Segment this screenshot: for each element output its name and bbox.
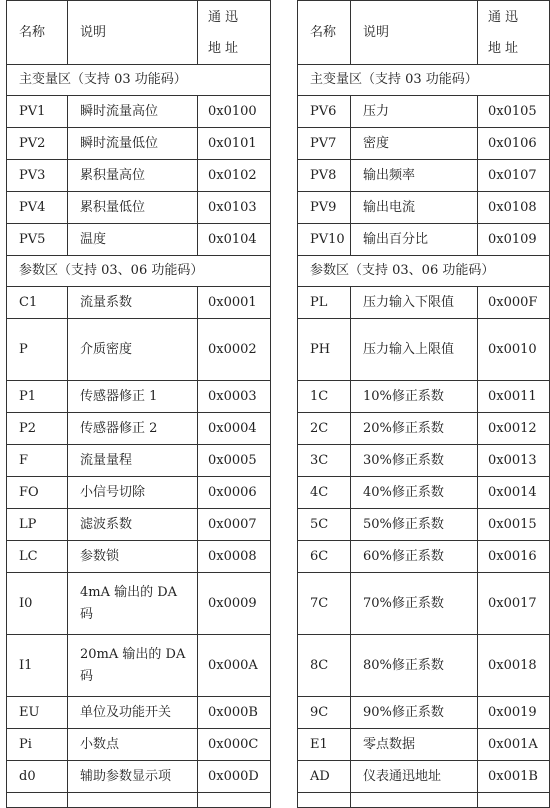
cell-name: PV8 <box>298 160 351 192</box>
cell-name: PV9 <box>298 192 351 224</box>
cell-name: LP <box>7 509 68 541</box>
cell-name: EU <box>7 697 68 729</box>
cell-desc: 传感器修正 2 <box>68 413 198 445</box>
cell-addr: 0x0106 <box>478 128 550 160</box>
cell-addr: 0x0002 <box>198 319 271 381</box>
table-row-partial <box>7 793 271 808</box>
cell-addr: 0x0006 <box>198 477 271 509</box>
cell-desc: 单位及功能开关 <box>68 697 198 729</box>
cell-name: LC <box>7 541 68 573</box>
header-desc: 说明 <box>351 1 478 65</box>
table-row <box>298 413 550 445</box>
cell-name: PV1 <box>7 96 68 128</box>
cell-desc: 4mA 输出的 DA 码 <box>68 573 198 635</box>
cell-name: PV4 <box>7 192 68 224</box>
table-row <box>7 635 271 697</box>
cell-desc: 累积量高位 <box>68 160 198 192</box>
cell-name: 1C <box>298 381 351 413</box>
cell-desc: 压力 <box>351 96 478 128</box>
cell-addr: 0x0001 <box>198 287 271 319</box>
cell-name: PV3 <box>7 160 68 192</box>
table-row <box>298 96 550 128</box>
cell-name: d0 <box>7 761 68 793</box>
cell-desc: 30%修正系数 <box>351 445 478 477</box>
cell-name: PH <box>298 319 351 381</box>
table-row <box>298 192 550 224</box>
table-row <box>298 697 550 729</box>
table-row <box>7 224 271 256</box>
cell-name: E1 <box>298 729 351 761</box>
cell-name: 8C <box>298 635 351 697</box>
cell-desc: 累积量低位 <box>68 192 198 224</box>
cell-addr: 0x0013 <box>478 445 550 477</box>
cell-addr: 0x0101 <box>198 128 271 160</box>
cell-addr: 0x0100 <box>198 96 271 128</box>
table-row <box>7 697 271 729</box>
table-row <box>298 573 550 635</box>
cell-empty <box>7 793 68 808</box>
cell-name: PV10 <box>298 224 351 256</box>
cell-desc: 20mA 输出的 DA 码 <box>68 635 198 697</box>
cell-desc: 参数锁 <box>68 541 198 573</box>
header-name: 名称 <box>298 1 351 65</box>
cell-desc: 温度 <box>68 224 198 256</box>
cell-desc: 传感器修正 1 <box>68 381 198 413</box>
cell-name: PL <box>298 287 351 319</box>
cell-desc: 10%修正系数 <box>351 381 478 413</box>
right-register-table <box>297 0 550 808</box>
cell-addr: 0x0009 <box>198 573 271 635</box>
cell-addr: 0x0017 <box>478 573 550 635</box>
cell-addr: 0x0105 <box>478 96 550 128</box>
cell-addr: 0x0109 <box>478 224 550 256</box>
cell-name: 3C <box>298 445 351 477</box>
cell-desc: 80%修正系数 <box>351 635 478 697</box>
cell-name: P <box>7 319 68 381</box>
cell-addr: 0x0108 <box>478 192 550 224</box>
section-row <box>298 65 550 96</box>
header-row <box>298 1 550 65</box>
table-row <box>298 287 550 319</box>
cell-name: PV5 <box>7 224 68 256</box>
cell-addr: 0x0102 <box>198 160 271 192</box>
cell-desc: 密度 <box>351 128 478 160</box>
cell-addr: 0x0011 <box>478 381 550 413</box>
table-row <box>7 287 271 319</box>
cell-desc: 输出百分比 <box>351 224 478 256</box>
table-row <box>298 761 550 793</box>
table-row <box>7 573 271 635</box>
cell-addr: 0x0107 <box>478 160 550 192</box>
cell-desc: 辅助参数显示项 <box>68 761 198 793</box>
table-row <box>7 319 271 381</box>
cell-addr: 0x0012 <box>478 413 550 445</box>
table-row <box>298 381 550 413</box>
cell-name: 6C <box>298 541 351 573</box>
table-row <box>298 541 550 573</box>
table-row <box>7 160 271 192</box>
cell-addr: 0x000B <box>198 697 271 729</box>
cell-desc: 瞬时流量低位 <box>68 128 198 160</box>
cell-desc: 输出频率 <box>351 160 478 192</box>
table-row <box>298 319 550 381</box>
cell-name: AD <box>298 761 351 793</box>
table-row <box>7 477 271 509</box>
cell-addr: 0x000A <box>198 635 271 697</box>
cell-name: F <box>7 445 68 477</box>
cell-addr: 0x0104 <box>198 224 271 256</box>
cell-addr: 0x000F <box>478 287 550 319</box>
header-name: 名称 <box>7 1 68 65</box>
cell-name: 4C <box>298 477 351 509</box>
cell-name: I1 <box>7 635 68 697</box>
cell-addr: 0x0016 <box>478 541 550 573</box>
cell-addr: 0x001A <box>478 729 550 761</box>
cell-name: P2 <box>7 413 68 445</box>
table-row <box>7 445 271 477</box>
cell-desc: 40%修正系数 <box>351 477 478 509</box>
cell-addr: 0x0007 <box>198 509 271 541</box>
cell-desc: 流量系数 <box>68 287 198 319</box>
cell-empty <box>198 793 271 808</box>
cell-name: P1 <box>7 381 68 413</box>
cell-desc: 50%修正系数 <box>351 509 478 541</box>
cell-name: 2C <box>298 413 351 445</box>
cell-name: 9C <box>298 697 351 729</box>
cell-name: PV2 <box>7 128 68 160</box>
section-title: 参数区（支持 03、06 功能码） <box>298 256 550 287</box>
cell-addr: 0x001B <box>478 761 550 793</box>
cell-addr: 0x0004 <box>198 413 271 445</box>
table-row <box>298 729 550 761</box>
cell-desc: 滤波系数 <box>68 509 198 541</box>
cell-addr: 0x0103 <box>198 192 271 224</box>
table-row <box>7 192 271 224</box>
section-title: 主变量区（支持 03 功能码） <box>298 65 550 96</box>
table-row <box>7 413 271 445</box>
cell-name: PV7 <box>298 128 351 160</box>
table-row <box>298 445 550 477</box>
cell-addr: 0x000D <box>198 761 271 793</box>
cell-desc: 90%修正系数 <box>351 697 478 729</box>
section-row <box>7 65 271 96</box>
table-row <box>298 128 550 160</box>
cell-desc: 小数点 <box>68 729 198 761</box>
section-row <box>7 256 271 287</box>
cell-desc: 介质密度 <box>68 319 198 381</box>
cell-desc: 仪表通迅地址 <box>351 761 478 793</box>
table-row <box>298 160 550 192</box>
cell-desc: 压力输入下限值 <box>351 287 478 319</box>
cell-desc: 输出电流 <box>351 192 478 224</box>
table-row <box>7 128 271 160</box>
cell-addr: 0x0019 <box>478 697 550 729</box>
table-row <box>7 729 271 761</box>
cell-desc: 流量量程 <box>68 445 198 477</box>
table-row-partial <box>298 793 550 808</box>
cell-addr: 0x0010 <box>478 319 550 381</box>
header-desc: 说明 <box>68 1 198 65</box>
cell-desc: 瞬时流量高位 <box>68 96 198 128</box>
cell-name: I0 <box>7 573 68 635</box>
cell-empty <box>68 793 198 808</box>
cell-desc: 小信号切除 <box>68 477 198 509</box>
cell-name: PV6 <box>298 96 351 128</box>
cell-addr: 0x000C <box>198 729 271 761</box>
cell-name: FO <box>7 477 68 509</box>
section-title: 参数区（支持 03、06 功能码） <box>7 256 271 287</box>
header-row <box>7 1 271 65</box>
cell-addr: 0x0015 <box>478 509 550 541</box>
table-row <box>298 509 550 541</box>
table-row <box>7 96 271 128</box>
cell-addr: 0x0003 <box>198 381 271 413</box>
cell-desc: 零点数据 <box>351 729 478 761</box>
table-row <box>7 541 271 573</box>
cell-desc: 70%修正系数 <box>351 573 478 635</box>
cell-name: Pi <box>7 729 68 761</box>
cell-desc: 20%修正系数 <box>351 413 478 445</box>
cell-name: 5C <box>298 509 351 541</box>
cell-name: 7C <box>298 573 351 635</box>
left-register-table <box>6 0 271 808</box>
table-row <box>7 509 271 541</box>
cell-name: C1 <box>7 287 68 319</box>
cell-addr: 0x0018 <box>478 635 550 697</box>
cell-addr: 0x0008 <box>198 541 271 573</box>
section-title: 主变量区（支持 03 功能码） <box>7 65 271 96</box>
cell-empty <box>298 793 351 808</box>
header-addr: 通迅地址 <box>198 1 271 65</box>
section-row <box>298 256 550 287</box>
cell-addr: 0x0014 <box>478 477 550 509</box>
cell-desc: 压力输入上限值 <box>351 319 478 381</box>
cell-empty <box>351 793 478 808</box>
table-row <box>298 477 550 509</box>
table-row <box>298 635 550 697</box>
header-addr: 通迅地址 <box>478 1 550 65</box>
table-row <box>298 224 550 256</box>
cell-addr: 0x0005 <box>198 445 271 477</box>
table-row <box>7 761 271 793</box>
cell-empty <box>478 793 550 808</box>
table-row <box>7 381 271 413</box>
cell-desc: 60%修正系数 <box>351 541 478 573</box>
